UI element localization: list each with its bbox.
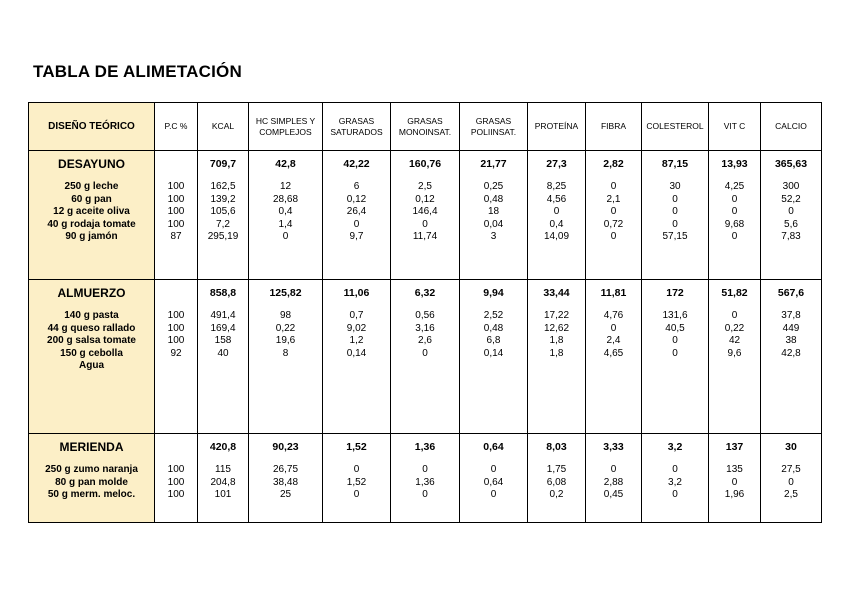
value-cell [249,151,323,280]
meal-total: 87,15 [661,158,689,170]
item-value: 17,22 [543,310,570,321]
item-value: 0,7 [349,310,364,321]
item-value: 12,62 [543,322,570,334]
item-value: 100 [167,322,185,334]
meal-total: 1,36 [414,441,436,453]
column-header [642,103,709,151]
item-value: 0 [610,464,617,475]
item-value: 0 [731,476,738,488]
item-value: 27,5 [781,464,801,475]
meal-total: 11,81 [600,287,627,299]
meal-total: 3,2 [667,441,683,453]
item-value: 19,6 [275,335,296,346]
item-value: 92 [170,347,182,359]
item-value: 100 [167,476,185,488]
column-header-text: SATURADOS [330,126,383,137]
column-header-text: P.C % [164,121,188,131]
meal-label-cell [29,151,155,280]
meal-total: 125,82 [269,287,302,299]
item-value: 5,6 [784,218,798,230]
item-value: 14,09 [543,231,570,242]
item-value: 0 [422,489,428,500]
item-value: 6 [353,181,360,192]
column-header-text: MONOINSAT. [398,126,452,137]
item-value: 100 [167,193,185,205]
meal-total: 11,06 [343,287,370,299]
food-item: 50 g merm. meloc. [47,489,136,500]
value-cell [155,151,198,280]
item-value: 100 [167,489,185,500]
value-cell [761,151,822,280]
item-value: 158 [214,335,232,346]
table-body [29,151,822,523]
item-value: 2,6 [418,335,432,346]
item-value: 0 [490,489,497,500]
meal-block-desayuno [29,151,822,280]
value-cell [709,280,761,434]
item-value: 9,68 [724,218,745,230]
item-value: 0 [553,206,560,217]
item-value: 100 [167,218,185,230]
value-cell [586,434,642,523]
item-value: 2,4 [606,335,621,346]
value-cell [323,434,391,523]
item-value: 204,8 [210,476,236,488]
item-value: 0 [731,310,738,321]
meal-total: 27,3 [546,158,567,170]
item-value: 0 [353,489,360,500]
item-value: 100 [167,206,185,217]
item-value: 0,04 [483,218,504,230]
item-value: 1,96 [724,489,745,500]
item-value: 38,48 [272,476,299,488]
item-value: 100 [167,181,185,192]
food-item: 90 g jamón [65,231,118,242]
meal-total: 51,82 [721,287,748,299]
item-value: 38 [785,335,797,346]
item-value: 12 [279,181,292,192]
meal-total: 3,33 [603,441,624,453]
meal-total [155,280,197,301]
meal-total: 420,8 [209,441,237,453]
meal-total: 42,22 [343,158,370,170]
value-cell [528,434,586,523]
item-value: 0,12 [346,193,367,205]
meal-total: 42,8 [275,158,296,170]
column-header-text: PROTEÍNA [534,121,579,131]
column-header-text: CALCIO [775,121,807,131]
meal-total [155,151,197,172]
meal-label-cell [29,434,155,523]
item-value: 0,56 [415,310,435,321]
column-header [761,103,822,151]
item-value: 1,8 [549,335,564,346]
column-header-text: KCAL [211,121,235,131]
food-item: 60 g pan [71,193,112,205]
food-item: 80 g pan molde [55,476,128,488]
column-header-text: GRASAS [338,115,375,126]
item-value: 57,15 [662,231,688,242]
item-value: 0 [610,206,617,217]
item-value: 0,22 [724,322,745,334]
item-value: 9,02 [346,322,367,334]
item-value: 0,14 [346,347,367,359]
item-value: 0 [672,335,678,346]
value-cell [198,151,249,280]
item-value: 3 [490,231,497,242]
meal-total: 160,76 [408,158,442,170]
item-value: 3,16 [415,322,435,334]
column-header [323,103,391,151]
meal-total: 33,44 [543,287,570,299]
item-value: 7,83 [781,231,801,242]
item-value: 295,19 [207,231,239,242]
value-cell [642,280,709,434]
value-cell [391,280,460,434]
item-value: 37,8 [781,310,801,321]
meal-total: 365,63 [774,158,808,170]
meal-total: 172 [666,287,684,299]
item-value: 0,64 [483,476,504,488]
item-value: 0 [672,489,678,500]
value-cell [391,151,460,280]
item-value: 0 [788,206,794,217]
value-cell [323,280,391,434]
meal-total: 30 [785,441,797,453]
item-value: 0,4 [549,218,564,230]
item-value: 4,56 [546,193,567,205]
item-value: 1,75 [546,464,567,475]
meal-label-cell [29,280,155,434]
meal-block-almuerzo [29,280,822,434]
value-cell [642,151,709,280]
meal-total: 8,03 [546,441,567,453]
value-cell [528,280,586,434]
item-value: 8 [282,347,289,359]
value-cell [460,280,528,434]
meal-total: 13,93 [721,158,748,170]
item-value: 139,2 [210,193,236,205]
value-cell [528,151,586,280]
item-value: 0,12 [415,193,435,205]
food-item: 200 g salsa tomate [47,335,136,346]
item-value: 0 [490,464,497,475]
food-item: 250 g leche [64,181,119,192]
item-value: 0 [610,231,617,242]
food-item: 12 g aceite oliva [53,206,130,217]
column-header-text: GRASAS [475,115,512,126]
column-header-text: FIBRA [600,121,627,131]
item-value: 87 [170,231,182,242]
meal-total: 567,6 [777,287,805,299]
value-cell [323,151,391,280]
item-value: 0 [788,476,794,488]
column-header [155,103,198,151]
item-value: 105,6 [210,206,236,217]
item-value: 0 [731,193,738,205]
value-cell [198,280,249,434]
item-value: 2,5 [418,181,432,192]
column-header [249,103,323,151]
value-cell [249,280,323,434]
food-item: 40 g rodaja tomate [47,218,136,230]
column-header [391,103,460,151]
item-value: 0,4 [278,206,293,217]
item-value: 1,4 [278,218,293,230]
item-value: 3,2 [668,476,682,488]
food-item: 140 g pasta [64,310,119,321]
item-value: 42 [728,335,741,346]
item-value: 4,76 [603,310,624,321]
header-row [29,103,822,151]
column-header-text: POLIINSAT. [470,126,517,137]
column-header [460,103,528,151]
column-header [198,103,249,151]
column-header-text: COLESTEROL [646,121,704,131]
value-cell [155,434,198,523]
item-value: 0 [672,218,678,230]
meal-name: ALMUERZO [57,286,126,300]
value-cell [155,280,198,434]
item-value: 100 [167,335,185,346]
item-value: 4,65 [603,347,624,359]
item-value: 0 [731,206,738,217]
item-value: 101 [214,489,232,500]
meal-total: 90,23 [272,441,299,453]
item-value: 40,5 [665,322,685,334]
item-value: 491,4 [210,310,236,321]
value-cell [761,434,822,523]
item-value: 0 [610,181,617,192]
meal-total: 9,94 [483,287,504,299]
item-value: 100 [167,310,185,321]
item-value: 0 [422,218,428,230]
value-cell [460,151,528,280]
column-header-text: HC SIMPLES Y [255,115,316,126]
item-value: 26,4 [346,206,367,217]
item-value: 6,08 [546,476,567,488]
item-value: 131,6 [662,310,688,321]
food-item: 150 g cebolla [60,347,123,359]
item-value: 2,52 [483,310,504,321]
value-cell [709,151,761,280]
item-value: 300 [782,181,800,192]
item-value: 2,1 [606,193,621,205]
item-value: 100 [167,464,185,475]
meal-total: 1,52 [346,441,367,453]
value-cell [249,434,323,523]
item-value: 0,72 [603,218,624,230]
item-value: 1,36 [415,476,435,488]
value-cell [198,434,249,523]
value-cell [761,280,822,434]
meal-total: 6,32 [414,287,436,299]
meal-block-merienda [29,434,822,523]
column-header [586,103,642,151]
item-value: 8,25 [546,181,567,192]
item-value: 0,48 [483,322,504,334]
item-value: 449 [782,322,800,334]
column-header-text: VIT C [723,121,746,131]
food-item: Agua [79,360,104,371]
item-value: 0,25 [483,181,504,192]
item-value: 0 [422,347,428,359]
item-value: 0,48 [483,193,504,205]
item-value: 0 [731,231,738,242]
item-value: 0 [610,322,617,334]
column-header-text: DISEÑO TEÓRICO [48,121,135,132]
item-value: 0,14 [483,347,504,359]
item-value: 2,5 [784,489,798,500]
item-value: 0 [672,193,678,205]
item-value: 6,8 [486,335,501,346]
value-cell [460,434,528,523]
item-value: 0 [353,218,360,230]
meal-total: 858,8 [209,287,237,299]
item-value: 2,88 [603,476,624,488]
meal-total: 21,77 [480,158,507,170]
item-value: 0,22 [275,322,296,334]
food-item: 250 g zumo naranja [45,464,138,475]
meal-name: DESAYUNO [58,157,125,171]
value-cell [391,434,460,523]
item-value: 135 [726,464,743,475]
page-title: TABLA DE ALIMETACIÓN [33,62,242,81]
item-value: 4,25 [724,181,745,192]
column-header [709,103,761,151]
item-value: 0 [282,231,289,242]
column-header [528,103,586,151]
item-value: 0 [353,464,360,475]
item-value: 18 [487,206,500,217]
column-header-text: COMPLEJOS [259,126,312,137]
food-item: 44 g queso rallado [47,322,136,334]
item-value: 169,4 [210,322,236,334]
item-value: 0 [422,464,428,475]
item-value: 0 [672,347,678,359]
item-value: 115 [215,464,231,475]
item-value: 26,75 [272,464,299,475]
nutrition-table [28,102,822,523]
meal-total: 709,7 [209,158,237,170]
value-cell [642,434,709,523]
item-value: 30 [669,181,681,192]
item-value: 162,5 [210,181,236,192]
meal-total [155,434,197,455]
item-value: 0 [672,206,678,217]
value-cell [586,280,642,434]
item-value: 98 [279,310,292,321]
item-value: 146,4 [412,206,438,217]
item-value: 0,2 [549,489,564,500]
item-value: 1,52 [346,476,367,488]
column-header [29,103,155,151]
item-value: 1,8 [549,347,564,359]
item-value: 40 [217,347,229,359]
item-value: 52,2 [781,193,801,205]
value-cell [586,151,642,280]
item-value: 42,8 [781,347,801,359]
meal-total: 137 [725,441,744,453]
item-value: 0 [672,464,678,475]
item-value: 11,74 [412,231,438,242]
item-value: 0,45 [603,489,624,500]
column-header-text: GRASAS [407,115,443,126]
item-value: 25 [279,489,292,500]
item-value: 1,2 [349,335,364,346]
item-value: 28,68 [272,193,299,205]
item-value: 9,7 [349,231,364,242]
meal-total: 0,64 [483,441,504,453]
item-value: 9,6 [727,347,742,359]
meal-total: 2,82 [603,158,624,170]
meal-name: MERIENDA [59,440,124,454]
item-value: 7,2 [216,218,230,230]
value-cell [709,434,761,523]
